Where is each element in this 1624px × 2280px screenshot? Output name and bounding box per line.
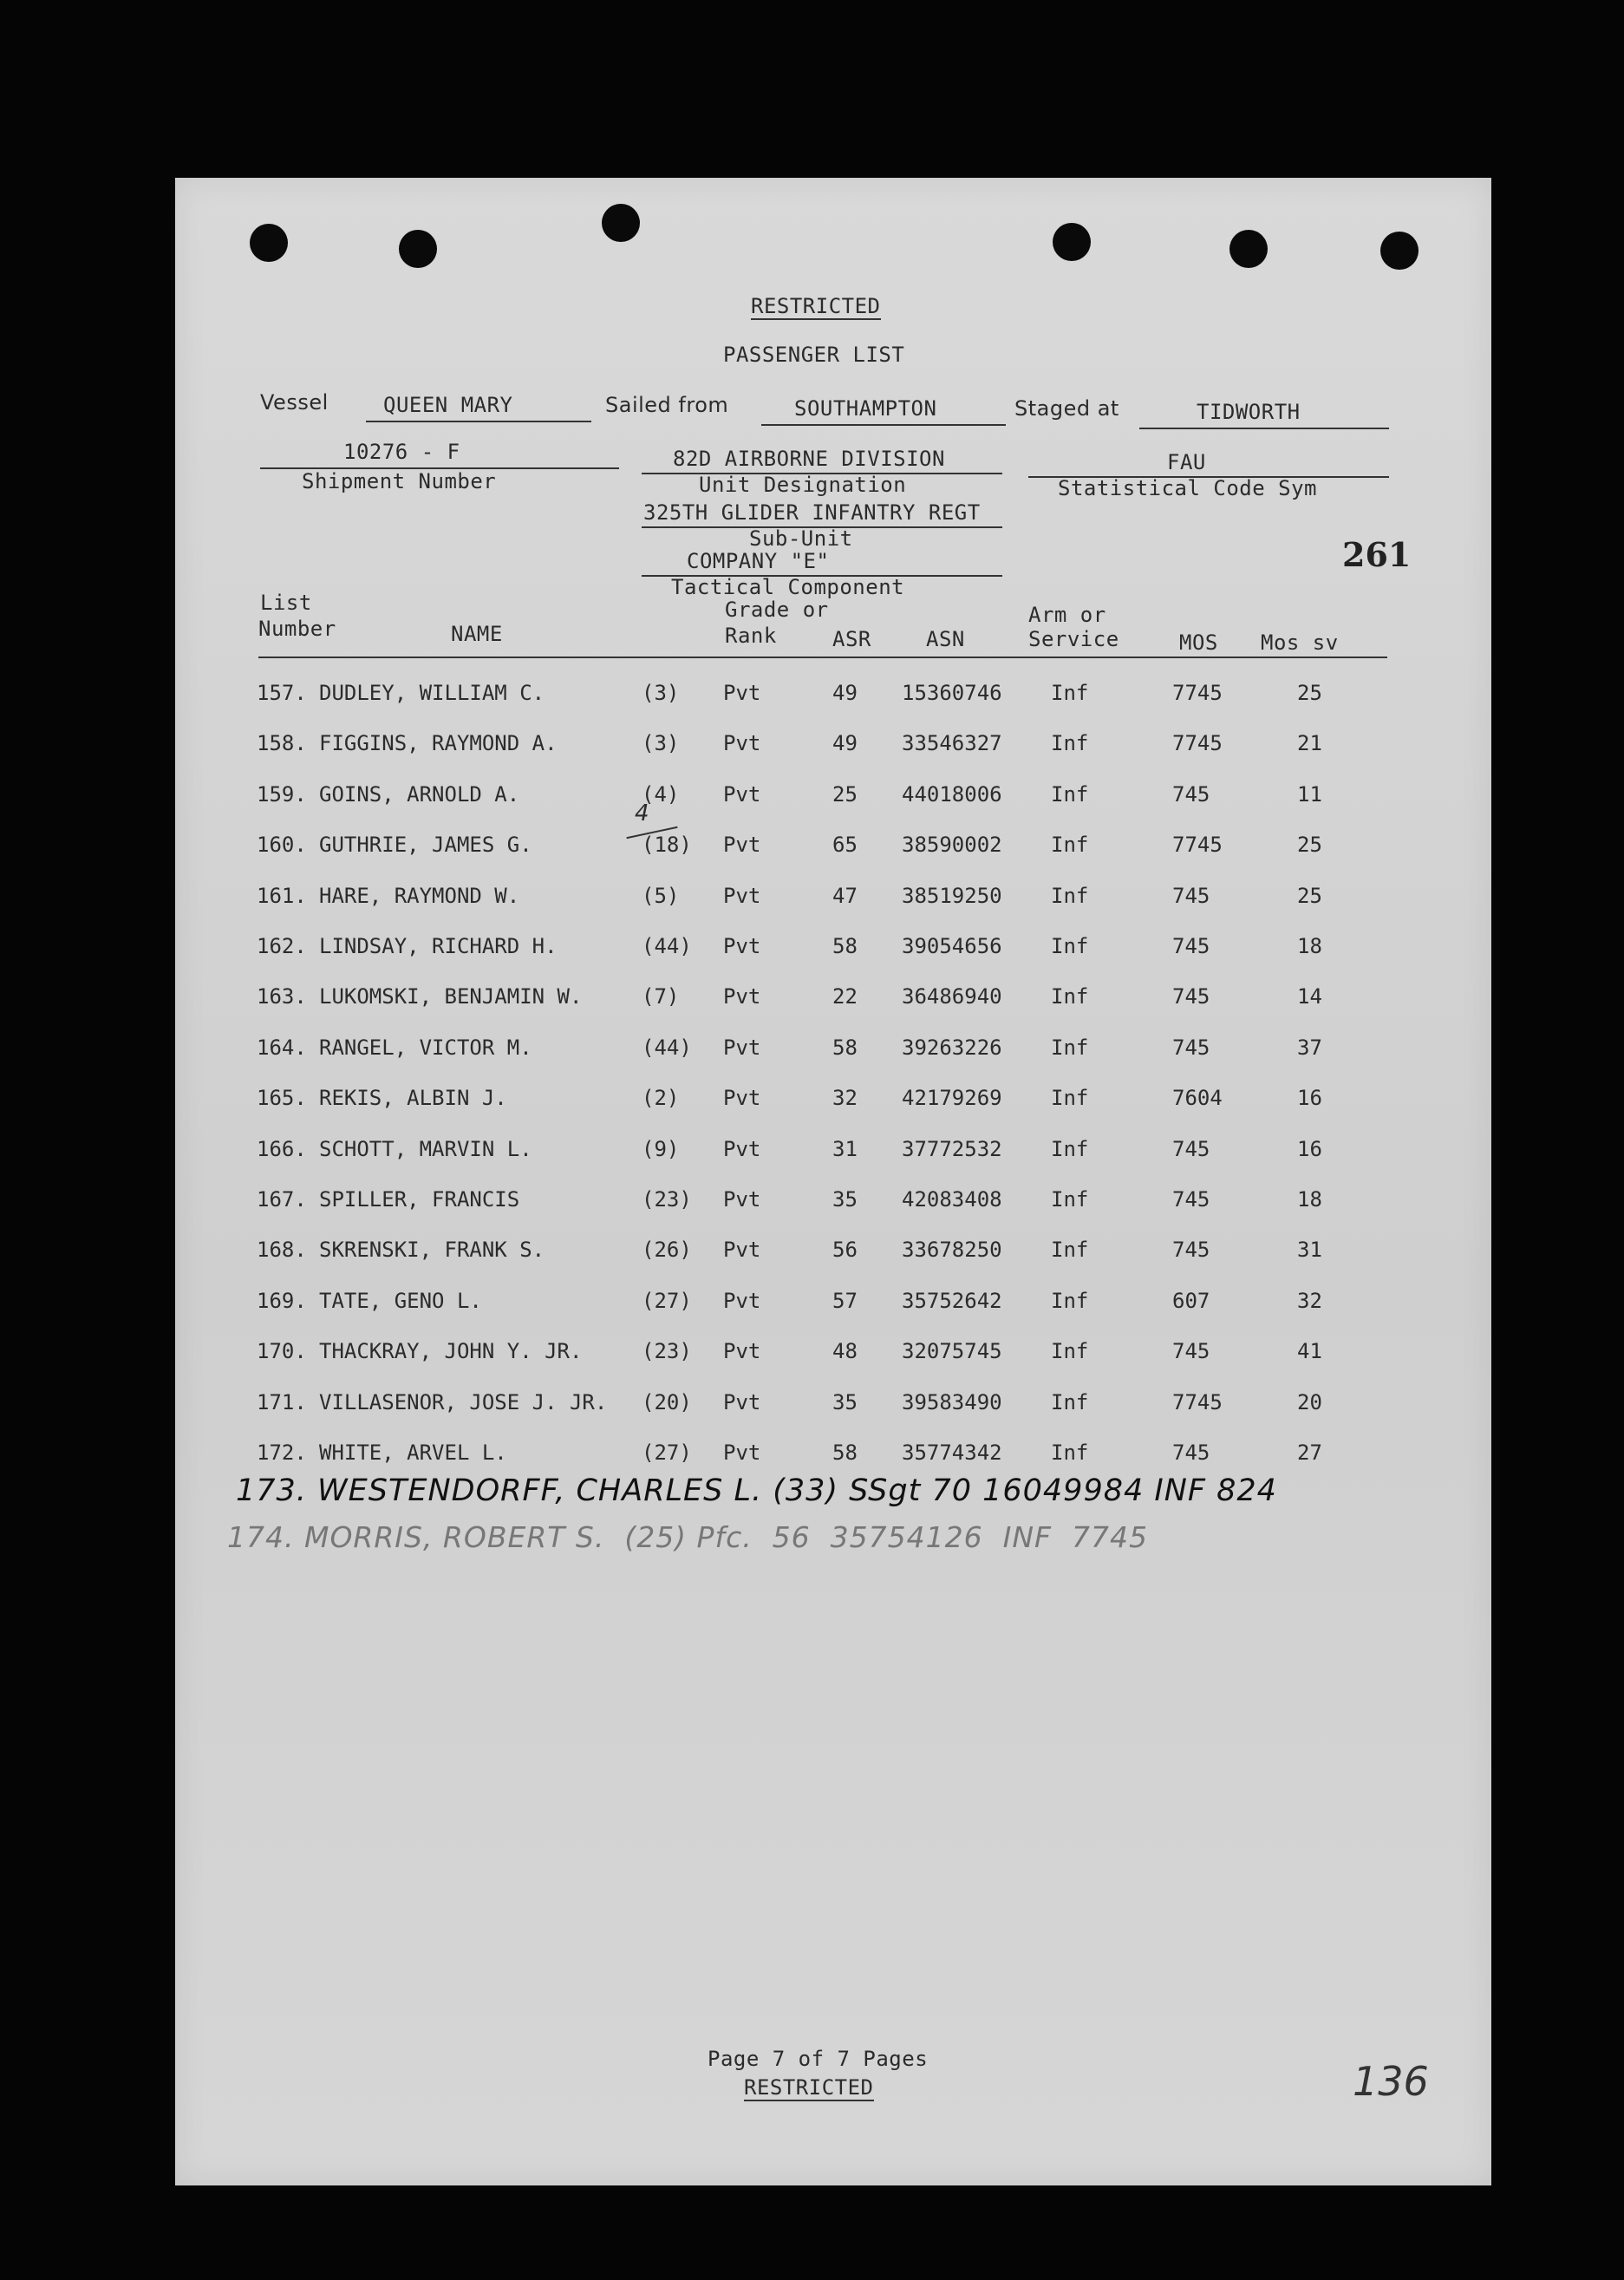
cell-rank: Pvt [723,1187,761,1212]
cell-arm: Inf [1051,681,1089,705]
cell-asn: 35752642 [902,1288,1002,1313]
cell-arm: Inf [1051,833,1089,858]
cell-asr: 22 [832,984,858,1009]
col-asn: ASN [926,627,965,651]
cell-mos: 7745 [1172,1389,1223,1414]
cell-mos: 745 [1172,781,1210,807]
page-stamp: 261 [1342,535,1412,574]
cell-age: (26) [642,1238,692,1263]
stat-code-label: Statistical Code Sym [1058,476,1317,500]
cell-arm: Inf [1051,883,1089,908]
page-indicator: Page 7 of 7 Pages [708,2047,929,2071]
cell-num: 170. [257,1339,307,1364]
cell-rank: Pvt [723,883,761,908]
cell-mossv: 31 [1297,1238,1322,1263]
cell-num: 161. [257,883,307,908]
table-row [175,1339,1491,1374]
cell-name: HARE, RAYMOND W. [319,883,520,908]
cell-name: GUTHRIE, JAMES G. [319,833,532,858]
cell-age: (9) [642,1136,680,1161]
document-title: PASSENGER LIST [723,343,905,367]
col-name: NAME [451,622,503,646]
cell-asn: 38590002 [902,833,1002,858]
cell-arm: Inf [1051,1238,1089,1263]
cell-rank: Pvt [723,1136,761,1161]
cell-mos: 7745 [1172,731,1223,756]
cell-num: 158. [257,731,307,756]
cell-asr: 25 [832,781,858,807]
cell-rank: Pvt [723,731,761,756]
cell-name: LUKOMSKI, BENJAMIN W. [319,984,583,1009]
col-arm: Arm or [1028,603,1106,627]
col-rank: Rank [725,624,777,648]
cell-num: 164. [257,1035,307,1060]
cell-age: (23) [642,1339,692,1364]
cell-name: TATE, GENO L. [319,1288,482,1313]
cell-age: (4) [642,781,680,807]
col-asr: ASR [832,627,871,651]
cell-asn: 42179269 [902,1086,1002,1111]
stat-code: FAU [1167,450,1206,474]
table-row [175,731,1491,766]
cell-mossv: 18 [1297,1187,1322,1212]
cell-num: 166. [257,1136,307,1161]
folio-number: 136 [1353,2058,1429,2105]
cell-num: 172. [257,1441,307,1465]
cell-rank: Pvt [723,934,761,958]
cell-arm: Inf [1051,1035,1089,1060]
cell-rank: Pvt [723,984,761,1009]
cell-rank: Pvt [723,1035,761,1060]
cell-rank: Pvt [723,681,761,705]
cell-num: 165. [257,1086,307,1111]
cell-name: REKIS, ALBIN J. [319,1086,507,1111]
cell-rank: Pvt [723,1086,761,1111]
cell-asn: 33678250 [902,1238,1002,1263]
cell-arm: Inf [1051,934,1089,958]
cell-mos: 745 [1172,1441,1210,1465]
cell-num: 168. [257,1238,307,1263]
cell-mos: 745 [1172,1339,1210,1364]
cell-num: 163. [257,984,307,1009]
cell-name: FIGGINS, RAYMOND A. [319,731,558,756]
cell-age: (27) [642,1288,692,1313]
cell-age: (5) [642,883,680,908]
cell-mossv: 20 [1297,1389,1322,1414]
shipment-number: 10276 - F [343,440,460,464]
table-row [175,1441,1491,1475]
col-list: List [260,591,312,615]
cell-mos: 745 [1172,883,1210,908]
cell-num: 160. [257,833,307,858]
cell-rank: Pvt [723,833,761,858]
cell-arm: Inf [1051,984,1089,1009]
cell-rank: Pvt [723,1441,761,1465]
cell-arm: Inf [1051,1288,1089,1313]
table-row [175,1390,1491,1425]
staged-label: Staged at [1014,396,1119,421]
cell-asn: 33546327 [902,731,1002,756]
cell-name: GOINS, ARNOLD A. [319,781,520,807]
restricted-header: RESTRICTED [751,294,881,318]
cell-num: 157. [257,681,307,705]
cell-arm: Inf [1051,1086,1089,1111]
cell-arm: Inf [1051,781,1089,807]
table-row [175,681,1491,715]
table-row [175,984,1491,1019]
cell-name: SCHOTT, MARVIN L. [319,1136,532,1161]
col-mos-sv: Mos sv [1261,630,1339,655]
cell-asr: 49 [832,681,858,705]
cell-asn: 37772532 [902,1136,1002,1161]
cell-mos: 745 [1172,984,1210,1009]
sailed-value: SOUTHAMPTON [794,396,937,421]
table-row [175,1187,1491,1222]
cell-mossv: 37 [1297,1035,1322,1060]
cell-name: SPILLER, FRANCIS [319,1187,520,1212]
cell-mossv: 25 [1297,833,1322,858]
cell-asr: 48 [832,1339,858,1364]
cell-mos: 745 [1172,1136,1210,1161]
cell-asn: 38519250 [902,883,1002,908]
cell-rank: Pvt [723,1288,761,1313]
cell-mossv: 27 [1297,1441,1322,1465]
col-service: Service [1028,627,1119,651]
cell-asr: 65 [832,833,858,858]
cell-age: (23) [642,1187,692,1212]
cell-asr: 58 [832,934,858,958]
cell-mos: 7745 [1172,833,1223,858]
table-row [175,1035,1491,1070]
col-grade: Grade or [725,598,829,622]
col-number: Number [258,617,336,641]
cell-num: 159. [257,781,307,807]
cell-asn: 32075745 [902,1339,1002,1364]
cell-mossv: 41 [1297,1339,1322,1364]
cell-asr: 58 [832,1035,858,1060]
cell-arm: Inf [1051,731,1089,756]
cell-mossv: 25 [1297,883,1322,908]
table-row [175,1137,1491,1172]
cell-name: VILLASENOR, JOSE J. JR. [319,1389,608,1414]
cell-age: (3) [642,681,680,705]
vessel-value: QUEEN MARY [383,393,513,417]
component-label: Tactical Component [671,575,905,599]
cell-rank: Pvt [723,1389,761,1414]
cell-asr: 35 [832,1389,858,1414]
cell-age: (2) [642,1086,680,1111]
cell-name: LINDSAY, RICHARD H. [319,934,558,958]
cell-mossv: 16 [1297,1086,1322,1111]
cell-mossv: 11 [1297,781,1322,807]
sub-unit-label: Sub-Unit [749,526,853,551]
table-row [175,1086,1491,1120]
cell-rank: Pvt [723,1238,761,1263]
staged-value: TIDWORTH [1197,400,1301,424]
cell-mos: 745 [1172,1035,1210,1060]
cell-name: DUDLEY, WILLIAM C. [319,681,545,705]
cell-name: RANGEL, VICTOR M. [319,1035,532,1060]
cell-age: (27) [642,1441,692,1465]
cell-mos: 7745 [1172,681,1223,705]
handwritten-entry: 173. WESTENDORFF, CHARLES L. (33) SSgt 70 16049984 INF 824 [236,1473,1277,1508]
cell-arm: Inf [1051,1136,1089,1161]
cell-mos: 745 [1172,1187,1210,1212]
cell-asr: 47 [832,883,858,908]
table-row [175,1289,1491,1323]
sailed-label: Sailed from [605,393,729,417]
cell-name: WHITE, ARVEL L. [319,1441,507,1465]
cell-asr: 57 [832,1288,858,1313]
cell-asn: 44018006 [902,781,1002,807]
cell-asn: 42083408 [902,1187,1002,1212]
cell-asr: 58 [832,1441,858,1465]
table-row [175,782,1491,817]
cell-mossv: 14 [1297,984,1322,1009]
cell-age: (20) [642,1389,692,1414]
cell-num: 167. [257,1187,307,1212]
cell-mos: 7604 [1172,1086,1223,1111]
cell-arm: Inf [1051,1187,1089,1212]
cell-arm: Inf [1051,1441,1089,1465]
cell-rank: Pvt [723,1339,761,1364]
age-correction: 4 [635,800,649,826]
cell-rank: Pvt [723,781,761,807]
cell-mos: 745 [1172,1238,1210,1263]
cell-mossv: 16 [1297,1136,1322,1161]
restricted-footer: RESTRICTED [744,2075,874,2100]
cell-asr: 49 [832,731,858,756]
col-mos: MOS [1179,630,1218,655]
handwritten-entry: 174. MORRIS, ROBERT S. (25) Pfc. 56 35754126 INF 7745 [227,1520,1148,1554]
cell-asn: 15360746 [902,681,1002,705]
cell-asr: 56 [832,1238,858,1263]
cell-num: 169. [257,1288,307,1313]
cell-asn: 39054656 [902,934,1002,958]
unit-label: Unit Designation [699,473,907,497]
cell-asr: 35 [832,1187,858,1212]
cell-asr: 31 [832,1136,858,1161]
cell-age: (44) [642,1035,692,1060]
cell-mos: 745 [1172,934,1210,958]
shipment-label: Shipment Number [302,469,497,493]
cell-arm: Inf [1051,1339,1089,1364]
vessel-label: Vessel [260,390,329,415]
cell-age: (44) [642,934,692,958]
cell-mossv: 18 [1297,934,1322,958]
passenger-table [175,178,1491,2185]
cell-mossv: 21 [1297,731,1322,756]
cell-mossv: 32 [1297,1288,1322,1313]
cell-mossv: 25 [1297,681,1322,705]
cell-num: 162. [257,934,307,958]
table-row [175,833,1491,867]
cell-age: (18) [642,833,692,858]
cell-num: 171. [257,1389,307,1414]
cell-asr: 32 [832,1086,858,1111]
cell-asn: 35774342 [902,1441,1002,1465]
table-row [175,1238,1491,1272]
cell-age: (3) [642,731,680,756]
unit-designation: 82D AIRBORNE DIVISION [673,447,945,471]
cell-asn: 39583490 [902,1389,1002,1414]
document-page [175,178,1491,2185]
cell-arm: Inf [1051,1389,1089,1414]
cell-name: SKRENSKI, FRANK S. [319,1238,545,1263]
table-row [175,934,1491,969]
cell-name: THACKRAY, JOHN Y. JR. [319,1339,583,1364]
cell-asn: 36486940 [902,984,1002,1009]
cell-mos: 607 [1172,1288,1210,1313]
tactical-component: COMPANY "E" [687,549,830,573]
table-row [175,884,1491,918]
sub-unit: 325TH GLIDER INFANTRY REGT [643,500,981,525]
cell-age: (7) [642,984,680,1009]
cell-asn: 39263226 [902,1035,1002,1060]
